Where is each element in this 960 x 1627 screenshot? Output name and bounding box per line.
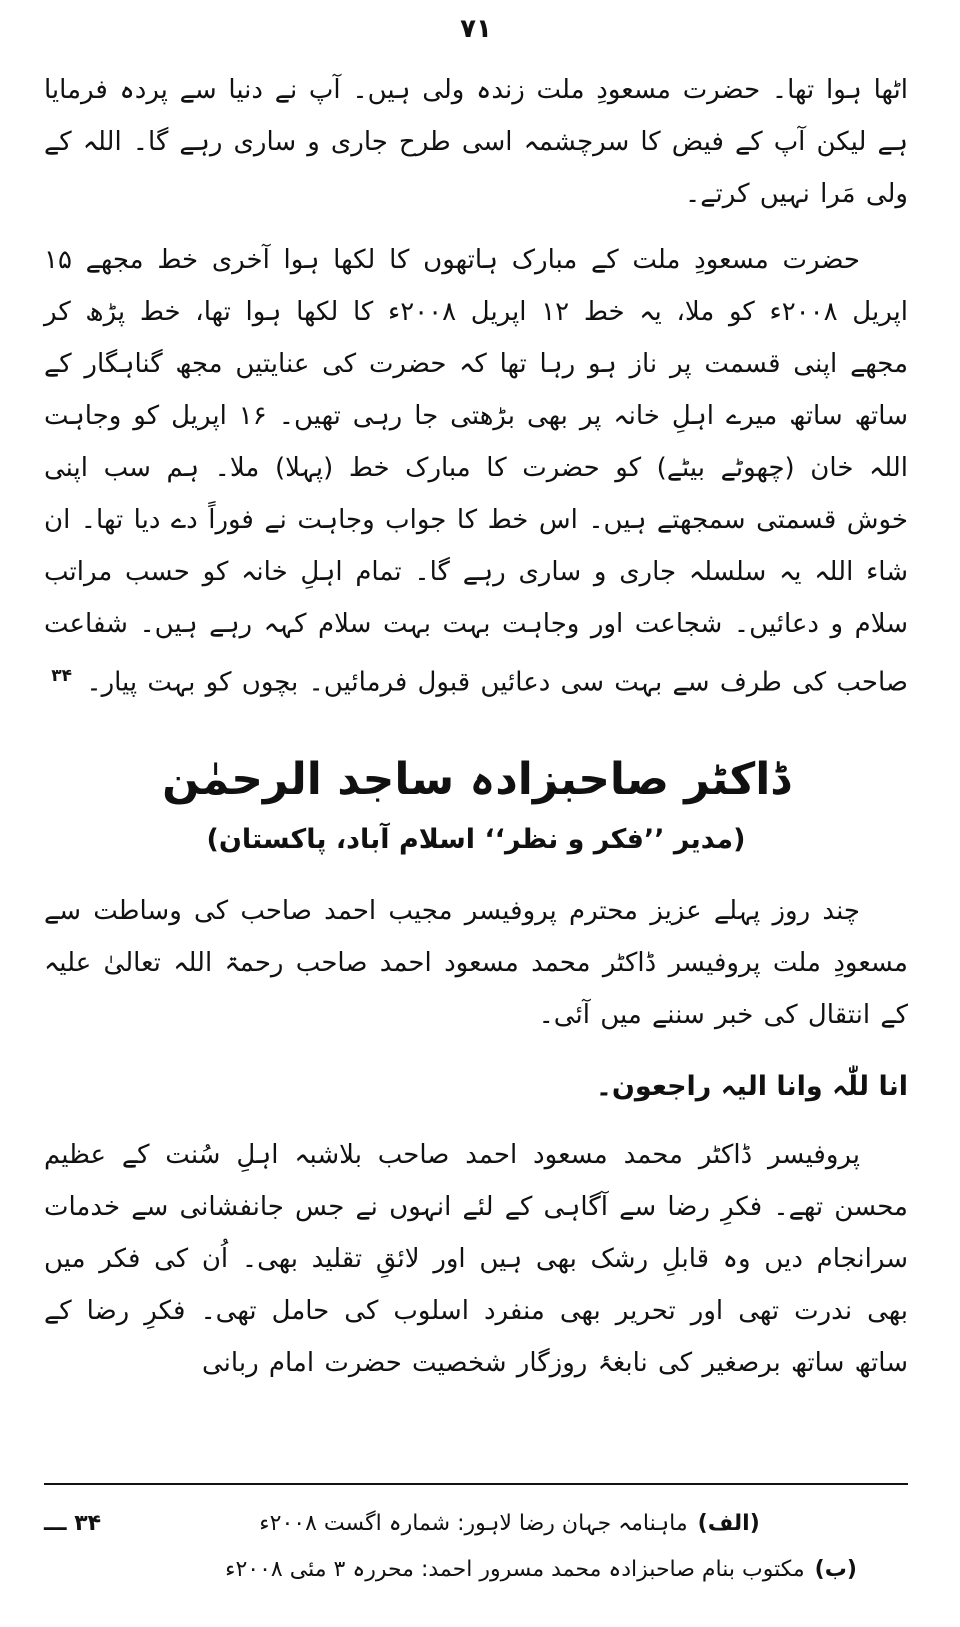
- footnote-item: [44, 1547, 908, 1593]
- footnote-body: [111, 1501, 908, 1547]
- section-subheading-author-title: (مدیر ’’فکر و نظر‘‘ اسلام آباد، پاکستان): [206, 823, 746, 855]
- footnote-text-alif: ماہنامہ جہان رضا لاہور: شمارہ اگست ۲۰۰۸ء: [259, 1511, 688, 1536]
- footnote-body: [54, 1547, 908, 1593]
- section-heading-author-name: ڈاکٹر صاحبزادہ ساجد الرحمٰن: [162, 753, 790, 805]
- footnote-marker-alif: (الف): [697, 1511, 760, 1536]
- paragraph-news-of-death: چند روز پہلے عزیز محترم پروفیسر مجیب احمد صاحب کی وساطت سے مسعودِ ملت پروفیسر ڈاکٹر محمد مسعود احمد صاحب رحمۃ اللہ تعالیٰ علیہ کے انتقال کی خبر سننے میں آئی۔: [44, 895, 908, 1030]
- paragraph-letter-account-text: حضرت مسعودِ ملت کے مبارک ہاتھوں کا لکھا ہوا آخری خط مجھے ۱۵ اپریل ۲۰۰۸ء کو ملا، یہ خط ۱۲ اپریل ۲۰۰۸ء کا لکھا ہوا تھا، خط پڑھ کر مجھے اپنی قسمت پر ناز ہو رہا تھا کہ حضرت کی عنایتیں مجھ گناہگار کے ساتھ ساتھ میرے اہلِ خانہ پر بھی بڑھتی جا رہی تھیں۔ ۱۶ اپریل کو وجاہت اللہ خان (چھوٹے بیٹے) کو حضرت کا مبارک خط (پہلا) ملا۔ ہم سب اپنی خوش قسمتی سمجھتے ہیں۔ اس خط کا جواب وجاہت نے فوراً دے دیا تھا۔ ان شاء اللہ یہ سلسلہ جاری و ساری رہے گا۔ تمام اہلِ خانہ کو حسب مراتب سلام و دعائیں۔ شجاعت اور وجاہت بہت بہت سلام کہہ رہے ہیں۔ شفاعت صاحب کی طرف سے بہت سی دعائیں قبول فرمائیں۔ بچوں کو بہت پیار۔: [44, 245, 909, 698]
- paragraph-letter-account: [44, 234, 908, 709]
- footnotes-section: [44, 1483, 908, 1627]
- paragraph-tribute: پروفیسر ڈاکٹر محمد مسعود احمد صاحب بلاشبہ اہلِ سُنت کے عظیم محسن تھے۔ فکرِ رضا سے آگاہی کے لئے انہوں نے جس جانفشانی سے خدمات سرانجام دیں وہ قابلِ رشک بھی ہیں اور لائقِ تقلید بھی۔ اُن کی فکر میں بھی ندرت تھی اور تحریر بھی منفرد اسلوب کی حامل تھی۔ فکرِ رضا کے ساتھ ساتھ برصغیر کی نابغۂ روزگار شخصیت حضرت امام ربانی: [44, 1139, 908, 1378]
- footnote-item: [44, 1501, 908, 1547]
- footnote-reference-mark: ۳۴: [51, 666, 73, 686]
- footnote-marker-be: (ب): [814, 1557, 857, 1582]
- inna-lillah-line: انا للّٰہ وانا الیہ راجعون۔: [596, 1070, 908, 1102]
- footnote-number: ۳۴ ـــ: [44, 1511, 102, 1536]
- footnote-separator-rule: [44, 1483, 908, 1485]
- page-number: ۷۱: [460, 14, 492, 44]
- paragraph-continued: اٹھا ہوا تھا۔ حضرت مسعودِ ملت زندہ ولی ہیں۔ آپ نے دنیا سے پردہ فرمایا ہے لیکن آپ کے فیض کا سرچشمہ اسی طرح جاری و ساری رہے گا۔ اللہ کے ولی مَرا نہیں کرتے۔: [44, 75, 908, 209]
- footnote-text-be: مکتوب بنام صاحبزادہ محمد مسرور احمد: محررہ ۳ مئی ۲۰۰۸ء: [225, 1557, 805, 1582]
